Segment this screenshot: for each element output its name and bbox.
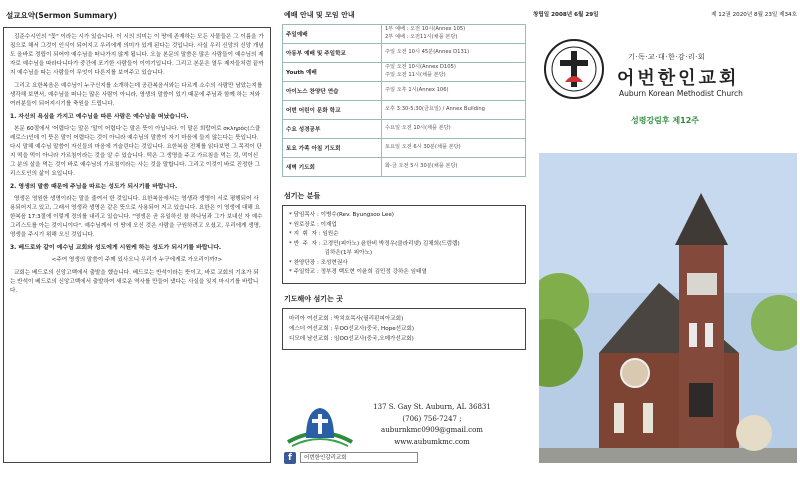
- staff-heading: 섬기는 분들: [284, 192, 321, 200]
- schedule-row: [283, 101, 526, 120]
- address-text: 137 S. Gay St. Auburn, AL 36831: [373, 403, 491, 411]
- staff-section: [282, 191, 526, 284]
- sermon-paragraph-2: 영생은 영원한 생명이라는 말을 줄여서 한 것입니다. 요한복음에서는 영생과 생명이 서로 평행되어 사용되어지고 있고, 그래서 영생과 생명은 같은 뜻으로 사용되어 지고 있습니다. 요한은 이 영생에 대해 요한복음 17:3절에 이렇게 정의를 내리고 있습니다. "영생은 곧 유일하신 참 하나님과 그가 보내신 자 예수 그리스도를 아는 것이니이다". 예수님께서 이 땅에 오신 것은 사람을 구원하려고 오셨고, 우리에게 생명, 영생을 주시기 위해 오신 것입니다.: [10, 196, 263, 238]
- sermon-intro: 김준수시인의 "꽃" 이라는 시가 있습니다. 이 시의 의미는 이 땅에 존재하는 모든 사물들은 그 이름을 가짐으로 해서 그것이 인식이 되어지고 우리에게 의미가 있게 된다는 것입니다. 사실 우리 신앙의 신앙 개념도 올바로 정립이 되어야 예수님을 떠나가지 않게 됩니다. 오늘 본문의 말씀은 많은 사람들이 예수님의 제자로 예수님을 따라다니다가 중간에 포기한 사람들이 이야기입니다. 그리고 본문은 열두 제자들처럼 끝까지 예수님을 따는 사람들이 무엇이 다른지를 보여주고 있습니다.: [10, 34, 264, 76]
- sermon-box: [3, 27, 271, 463]
- issue-number: 제 12권 2020년 8월 23일 제34호: [711, 12, 797, 18]
- schedule-name: 아동부 예배 및 주일학교: [283, 44, 382, 63]
- prayer-line: 디모데 남선교회 : 임OO선교사(중국,오메가선교회): [289, 335, 414, 342]
- sermon-point-3: 3. 베드로와 같이 예수님 교회와 성도에게 시원케 하는 성도가 되시기를 바랍니다.: [10, 244, 222, 251]
- prayer-line: 에스더 여선교회 : 무OO선교사(중국, Hope선교회): [289, 325, 415, 332]
- staff-box: [282, 205, 526, 284]
- schedule-row: [283, 139, 526, 158]
- schedule-detail: 1부 예배 : 오전 10시(Annex 105) 2부 예배 : 오전11시(채플 본당): [382, 25, 526, 44]
- schedule-name: 새벽 기도회: [283, 158, 382, 177]
- schedule-detail: 토요일 오전 6시 30분(채플 본당): [382, 139, 526, 158]
- staff-line: * 반 주 자 : 고경민(피아노) 윤한비 박정우(클라리넷) 김채희(드럼랩): [289, 240, 460, 247]
- staff-line: * 주일학교 : 정부경 백도현 이윤희 김민정 강하은 임태열: [289, 269, 427, 275]
- masthead-column: [533, 10, 797, 480]
- sermon-column: [3, 10, 271, 480]
- schedule-detail: 주일 오전 10시(Annex D105) 주일 오전 11시(채플 본당): [382, 63, 526, 82]
- info-column: [282, 10, 526, 350]
- schedule-detail: 화-금 오전 5시 30분(채플 본당): [382, 158, 526, 177]
- prayer-section: [282, 294, 526, 350]
- schedule-row: [283, 63, 526, 82]
- cross-logo-icon: [284, 402, 356, 450]
- schedule-name: 아이노스 찬양단 연습: [283, 82, 382, 101]
- schedule-name: Youth 예배: [283, 63, 382, 82]
- schedule-name: 토요 가족 아침 기도회: [283, 139, 382, 158]
- church-building-photo: [539, 153, 797, 463]
- sermon-paragraph-4: 교회는 베드로의 신앙고백에서 출발을 했습니다. 베드로는 반석이라는 뜻이고, 바로 교회의 기초가 되는 반석이 베드로의 신앙고백에서 출발하여 새로운 역사를 만들어 냈다는 사실을 잊지 마시기를 바랍니다.: [10, 270, 259, 294]
- facebook-page-name[interactable]: 어번한인감리교회: [300, 452, 418, 463]
- prayer-box: [282, 308, 526, 350]
- week-title: 성령강림후 제12주: [630, 116, 699, 125]
- sermon-point-2: 2. 영생의 말씀 때문에 주님을 따르는 성도가 되시기를 바랍니다.: [10, 183, 178, 190]
- facebook-icon[interactable]: f: [284, 452, 296, 464]
- church-name: 어번한인교회: [617, 68, 740, 89]
- website-link[interactable]: www.aubumkmc.com: [394, 437, 470, 446]
- sermon-intro2: 그리고 요한복음은 예수님이 누구신지를 소개하는데 공관복음서와는 다르게 소수의 사람만 남았는지를 생각해 보면서, 예수님을 떠나는 많은 사람이 아니라, 영생의 말씀이 있기 때문에 주님과 함께 하는 저와 여러분들이 되어지시기를 축원을 드립니다.: [10, 82, 263, 107]
- schedule-detail: 주일 오전 10시 45분(Annex D131): [382, 44, 526, 63]
- schedule-name: 수요 성경공부: [283, 120, 382, 139]
- staff-line: 김하은(1부 피아노): [289, 250, 373, 256]
- prayer-heading: 기도해야 섬기는 곳: [284, 294, 343, 303]
- facebook-bar: [282, 451, 526, 467]
- staff-line: * 원로장로 : 이재업: [289, 221, 337, 228]
- staff-line: * 지 휘 자 : 임원순: [289, 231, 339, 237]
- staff-line: * 찬양단장 : 조성현권사: [289, 259, 348, 266]
- schedule-detail: 오후 3:30-5:30(금요일) / Annex Building: [382, 101, 526, 120]
- sermon-paragraph-1: 본문 60절에서 '어렵다'는 말은 '말이 어렵다'는 말은 뜻이 아닙니다. 이 말은 희랍어로 σκληρός(스클레로스)인데 이 뜻은 말이 어렵다는 것이 아니라 예수님의 말씀이 자기 마음에 들지 않는다는 뜻입니다. 다시 말해 예수님 말씀이 자신들의 마음에 거슬린다는 것입니다. 요한복음 전체를 읽다보면 그 목적이 단지 떡을 먹이 아니라 가르침이라는 것을 알 수 있습니다. 떡은 그 생명을 주고 가르침을 먹는 것, 떡이신 그 분의 살을 먹는 것이 바로 예수님의 가르침이라는 사는 것을 말합니다. 그리고 이것이 바로 진정한 그리스도인의 삶이 요입니다.: [10, 125, 262, 177]
- schedule-row: [283, 82, 526, 101]
- schedule-row: [283, 44, 526, 63]
- schedule-row: [283, 158, 526, 177]
- contact-lines: [362, 402, 502, 448]
- prayer-line: 마리아 여선교회 : 박치호목사(필리핀피아교회): [289, 315, 404, 322]
- schedule-name: 어번 어린이 문화 학교: [283, 101, 382, 120]
- contact-block: [282, 398, 526, 458]
- denomination-tagline: 기·독·교·대·한·감·리·회: [628, 53, 706, 61]
- schedule-name: 주일예배: [283, 25, 382, 44]
- phone-email-text: (706) 756-7247 ; auburnkmc0909@gmail.com: [381, 414, 483, 435]
- schedule-heading: 예배 안내 및 모임 안내: [284, 11, 355, 19]
- established-date: 창립일 2008년 6월 29일: [533, 12, 599, 18]
- schedule-table: [282, 24, 526, 177]
- schedule-row: [283, 120, 526, 139]
- sermon-quote: <주여 영생의 말씀이 주께 있사오니 우리가 누구에게로 가오리이까?>: [51, 257, 223, 264]
- sermon-heading: 설교요약(Sermon Summary): [6, 11, 117, 20]
- schedule-row: [283, 25, 526, 44]
- schedule-detail: 수요일 오전 10시(채플 본당): [382, 120, 526, 139]
- staff-line: * 담임목사 : 이병수(Rev. Byungsoo Lee): [289, 212, 394, 218]
- issue-line: [533, 10, 797, 18]
- schedule-detail: 주일 오후 1시(Annex 106): [382, 82, 526, 101]
- methodist-seal-icon: [543, 38, 605, 100]
- church-name-english: Auburn Korean Methodist Church: [619, 89, 743, 98]
- sermon-point-1: 1. 자신의 욕심을 가지고 예수님을 따른 사람은 예수님을 떠났습니다.: [10, 113, 189, 120]
